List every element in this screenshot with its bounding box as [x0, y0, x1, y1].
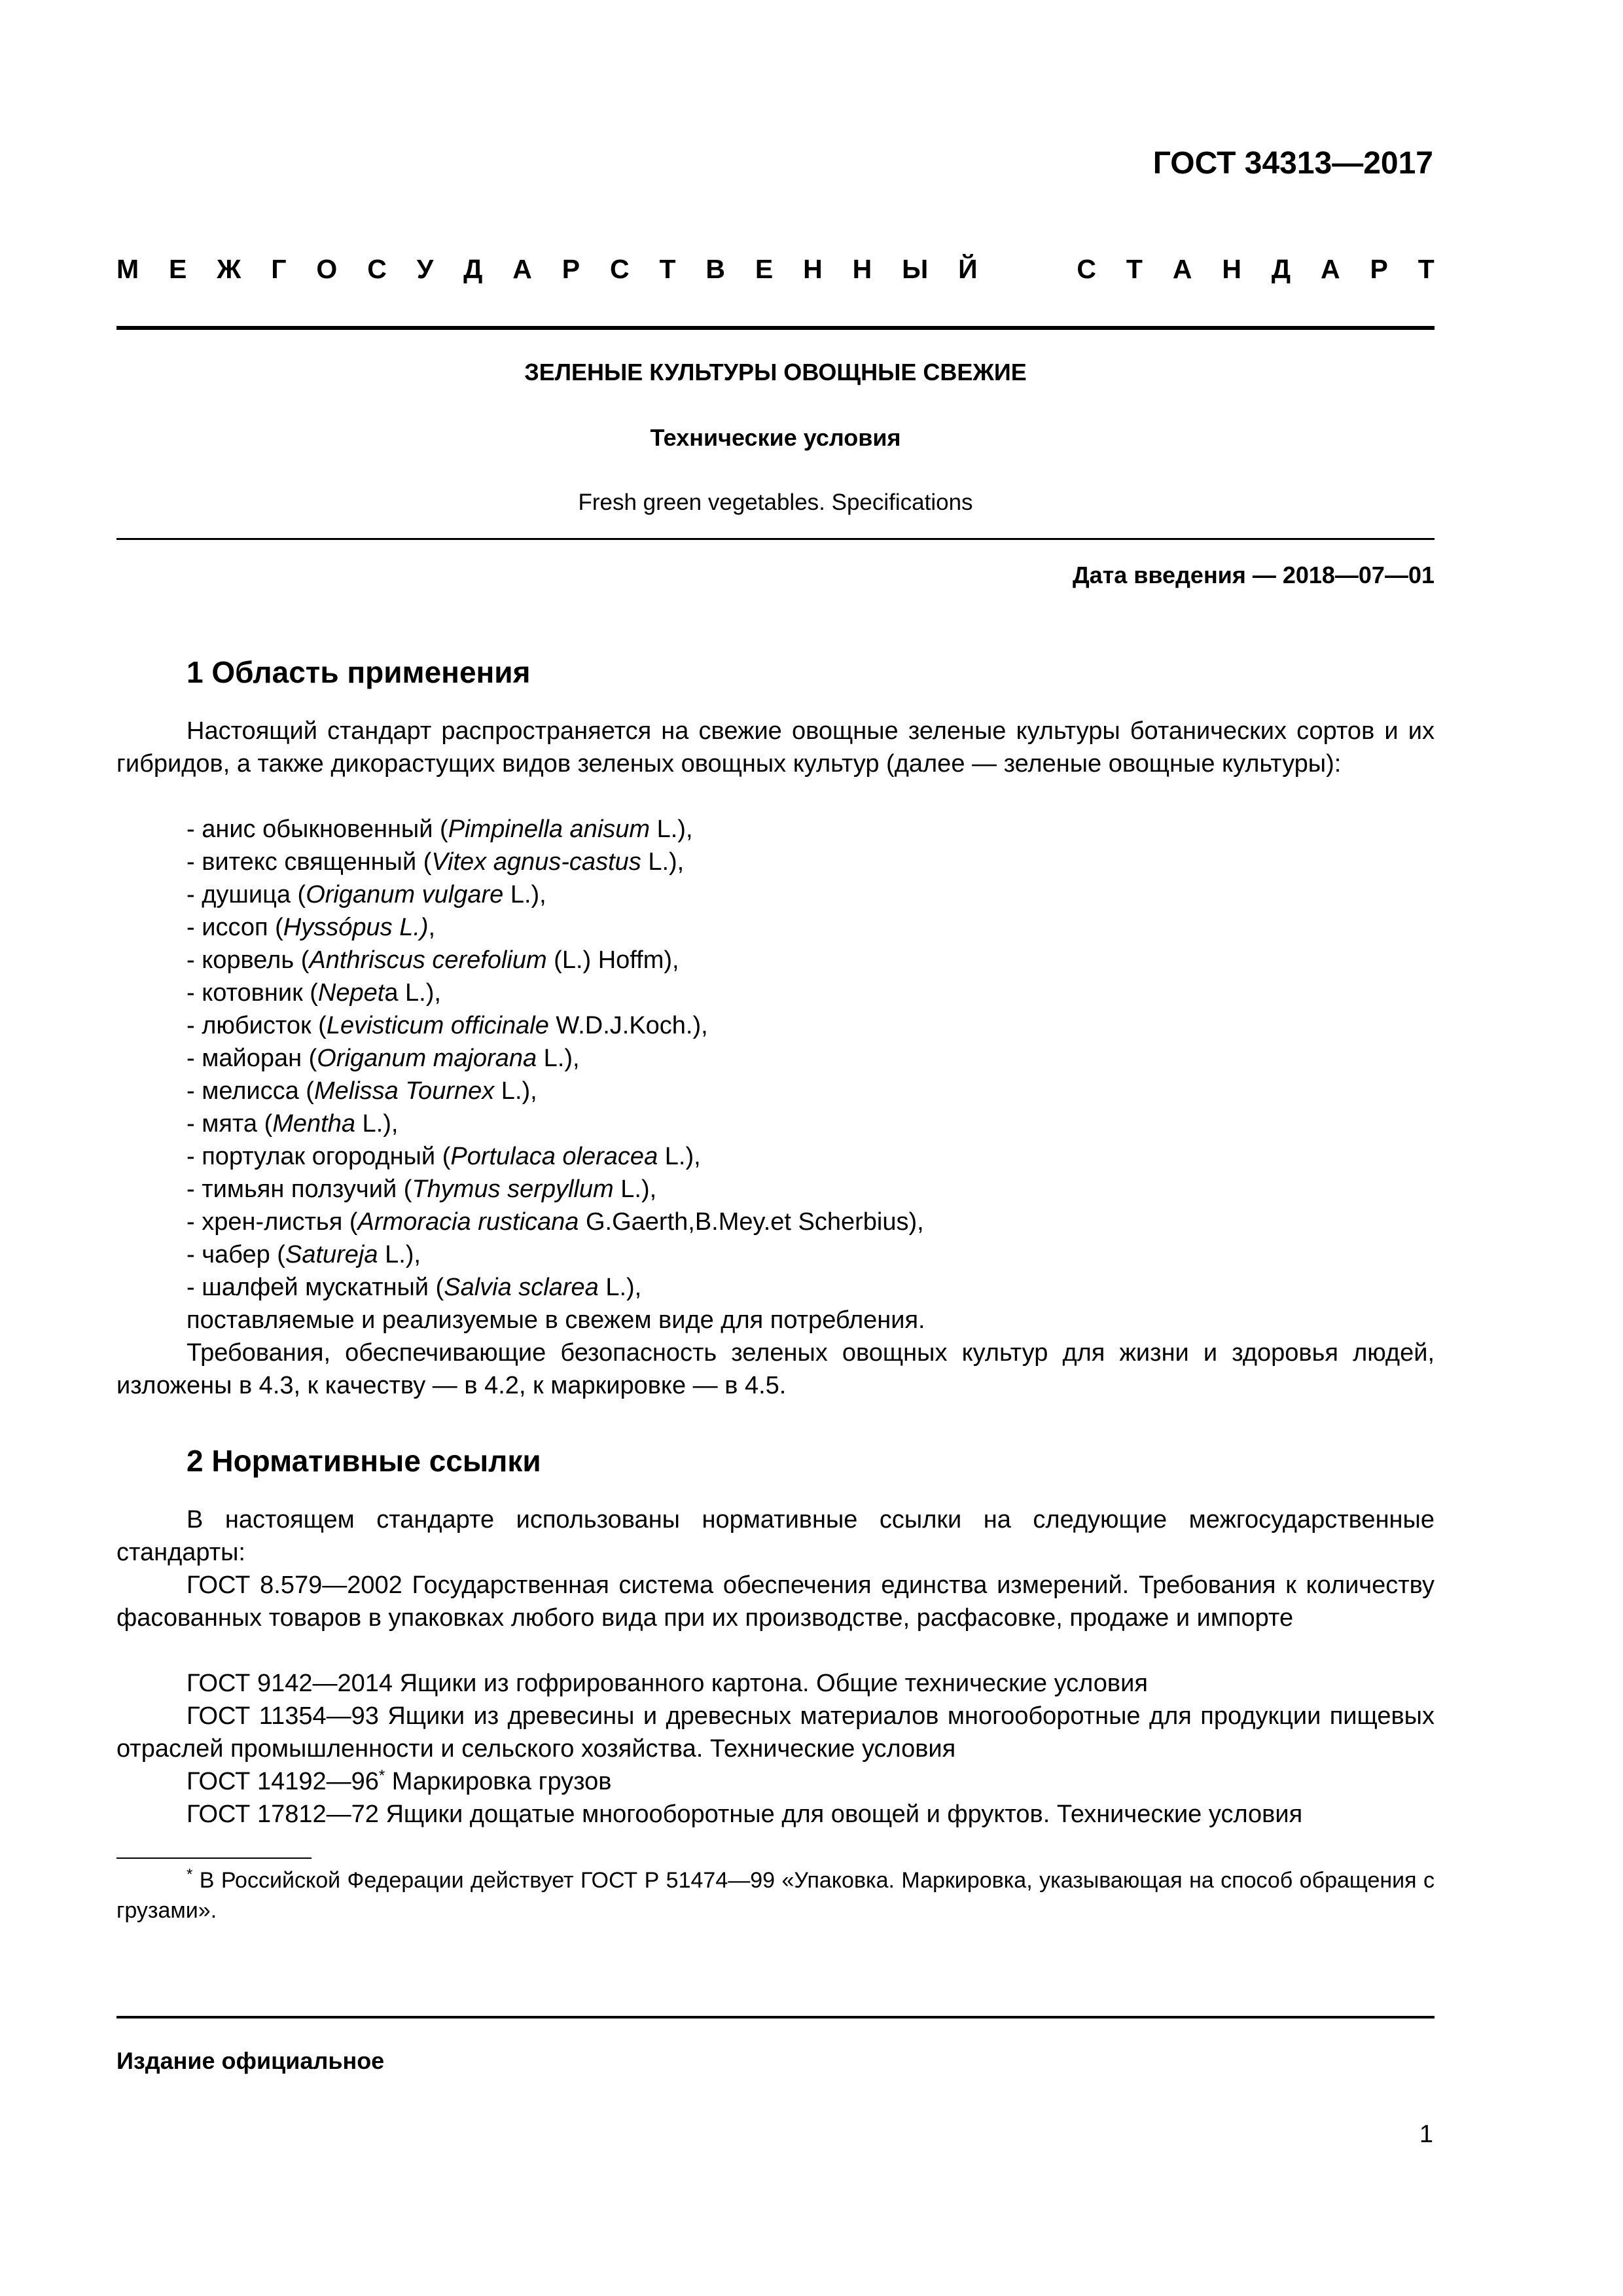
list-item: - майоран (Origanum majorana L.), — [187, 1045, 580, 1072]
header-letter: Н — [1222, 254, 1241, 284]
header-rule — [116, 326, 1435, 330]
official-edition-label: Издание официальное — [116, 2047, 385, 2074]
list-item: - чабер (Satureja L.), — [187, 1241, 421, 1268]
section-1-intro: Настоящий стандарт распространяется на свежие овощные зеленые культуры ботанических сортов и их гибридов, а также дикорастущих видов зеленых овощных культур (далее — зеленые овощные культуры): — [116, 717, 1435, 778]
header-letter: Г — [271, 254, 287, 284]
reference-item: ГОСТ 17812—72 Ящики дощатые многооборотные для овощей и фруктов. Технические условия — [187, 1801, 1303, 1828]
header-letter: Т — [659, 254, 676, 284]
header-letter: Й — [958, 254, 978, 284]
list-item: - анис обыкновенный (Pimpinella anisum L.), — [187, 816, 693, 843]
header-letter: А — [1320, 254, 1340, 284]
document-subtitle: Технические условия — [650, 424, 901, 451]
reference-item: ГОСТ 11354—93 Ящики из древесины и древесных материалов многооборотные для продукции пищевых отраслей промышленности и сельского хозяйства. Технические условия — [116, 1702, 1435, 1763]
title-rule — [116, 538, 1435, 540]
reference-item: ГОСТ 14192—96* Маркировка грузов — [187, 1767, 612, 1795]
header-letter: М — [116, 254, 139, 284]
introduction-date: Дата введения — 2018—07—01 — [1072, 562, 1435, 588]
header-letter: Н — [803, 254, 823, 284]
header-letter: Т — [1418, 254, 1435, 284]
header-letter: А — [512, 254, 532, 284]
list-item: - шалфей мускатный (Salvia sclarea L.), — [187, 1274, 642, 1301]
reference-item: ГОСТ 9142—2014 Ящики из гофрированного картона. Общие технические условия — [187, 1670, 1148, 1697]
header-word-gap — [1008, 254, 1047, 285]
header-letter: Ы — [902, 254, 929, 284]
interstate-standard-header — [116, 254, 1435, 285]
header-letter: Н — [852, 254, 872, 284]
section-2-intro: В настоящем стандарте использованы нормативные ссылки на следующие межгосударственные стандарты: — [116, 1506, 1435, 1566]
list-item: - хрен-листья (Armoracia rusticana G.Gaerth,B.Mey.et Scherbius), — [187, 1208, 924, 1236]
list-item: - котовник (Nepeta L.), — [187, 979, 441, 1007]
list-item: - корвель (Anthriscus cerefolium (L.) Hoffm), — [187, 946, 679, 974]
section-1-after-list: поставляемые и реализуемые в свежем виде для потребления. — [187, 1306, 925, 1334]
header-letter: Т — [1126, 254, 1143, 284]
plant-list — [187, 813, 1430, 1304]
header-letter: С — [609, 254, 630, 284]
section-2-heading: 2 Нормативные ссылки — [187, 1444, 541, 1478]
list-item: - душица (Origanum vulgare L.), — [187, 881, 546, 908]
header-letter: А — [1172, 254, 1192, 284]
page-number: 1 — [1419, 2121, 1433, 2148]
document-title: ЗЕЛЕНЫЕ КУЛЬТУРЫ ОВОЩНЫЕ СВЕЖИЕ — [524, 359, 1027, 386]
header-letter: Р — [562, 254, 580, 284]
header-letter: Е — [755, 254, 774, 284]
document-number: ГОСТ 34313—2017 — [1152, 146, 1433, 181]
list-item: - тимьян ползучий (Thymus serpyllum L.), — [187, 1175, 657, 1203]
list-item: - портулак огородный (Portulaca oleracea L.), — [187, 1143, 701, 1170]
footer-rule — [116, 2016, 1435, 2018]
header-letter: В — [705, 254, 725, 284]
list-item: - мята (Mentha L.), — [187, 1110, 399, 1138]
section-1-requirements: Требования, обеспечивающие безопасность зеленых овощных культур для жизни и здоровья людей, изложены в 4.3, к качеству — в 4.2, к маркировке — в 4.5. — [116, 1339, 1435, 1399]
header-letter: Д — [1271, 254, 1291, 284]
footnote-rule — [116, 1857, 312, 1859]
header-letter: У — [416, 254, 434, 284]
header-letter: Р — [1370, 254, 1388, 284]
footnote: * В Российской Федерации действует ГОСТ Р 51474—99 «Упаковка. Маркировка, указывающая на способ обращения с грузами». — [116, 1865, 1435, 1923]
list-item: - мелисса (Melissa Tournex L.), — [187, 1077, 537, 1105]
list-item: - иссоп (Hyssópus L.), — [187, 914, 436, 941]
list-item: - витекс священный (Vitex agnus-castus L.), — [187, 848, 685, 876]
english-title: Fresh green vegetables. Specifications — [578, 490, 973, 515]
header-letter: Е — [169, 254, 187, 284]
header-letter: С — [367, 254, 387, 284]
header-letter: О — [316, 254, 338, 284]
header-letter: С — [1077, 254, 1097, 284]
reference-item: ГОСТ 8.579—2002 Государственная система обеспечения единства измерений. Требования к количеству фасованных товаров в упаковках любого вида при их производстве, расфасовке, продаже и импорте — [116, 1571, 1435, 1632]
header-letter: Ж — [217, 254, 241, 284]
footnote-marker: * — [378, 1767, 385, 1785]
header-letter: Д — [463, 254, 483, 284]
section-1-heading: 1 Область применения — [187, 655, 531, 689]
list-item: - любисток (Levisticum officinale W.D.J.Koch.), — [187, 1012, 708, 1039]
